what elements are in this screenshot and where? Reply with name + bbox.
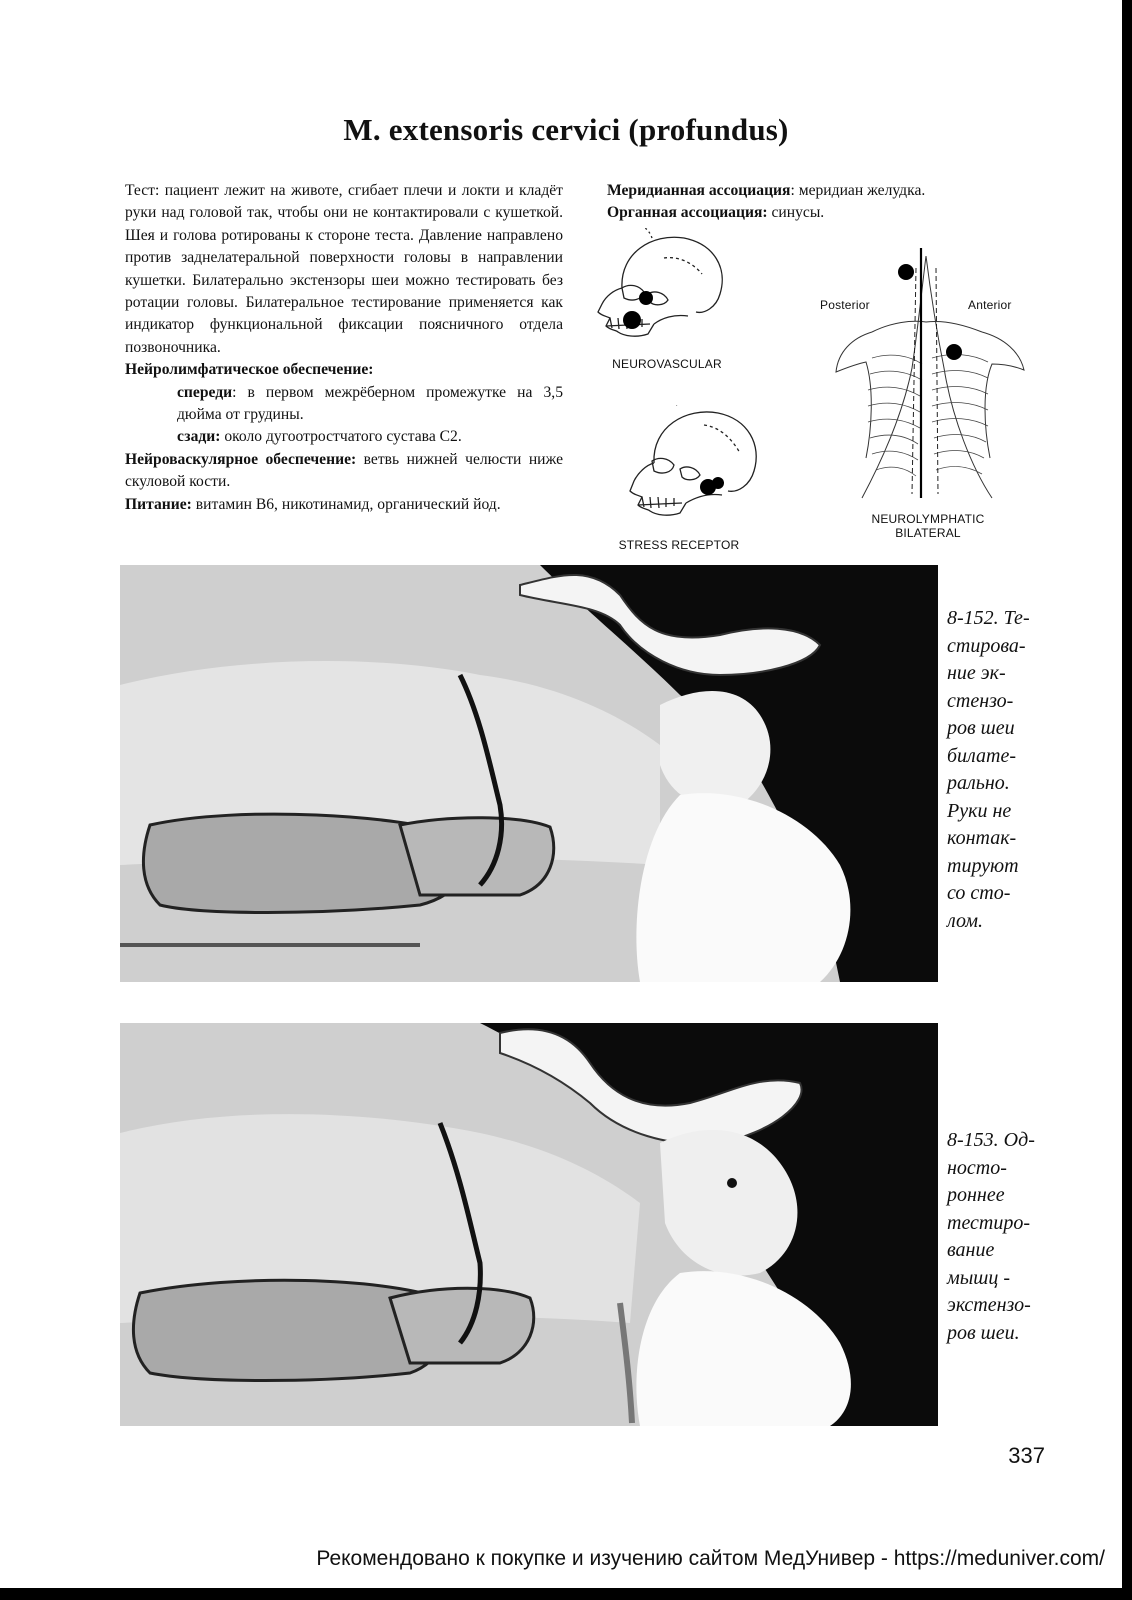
anterior-label: Anterior	[968, 298, 1012, 312]
neurolymphatic-front	[125, 382, 563, 427]
neurovascular-paragraph	[125, 449, 563, 494]
meridian-line: Меридианная ассоциация: меридиан желудка.	[607, 182, 926, 199]
association-block	[607, 180, 1027, 225]
neurovascular-text: ветвь нижней челюсти ниже скуловой кости.	[125, 450, 564, 491]
scan-edge-right	[1122, 0, 1132, 1600]
figure-8-153-photo	[120, 1023, 938, 1426]
neurolymphatic-heading: Нейролимфатическое обеспечение:	[125, 361, 374, 379]
neurovascular-point-icon	[623, 311, 641, 329]
neurovascular-point-icon	[639, 291, 653, 305]
front-text: : в первом межрёберном промежутке на 3,5 дюйма от грудины.	[177, 383, 563, 424]
figure-8-152-photo	[120, 565, 938, 982]
stress-receptor-skull-diagram	[624, 405, 764, 530]
page-number: 337	[1008, 1443, 1045, 1468]
page-title: M. extensoris cervici (profundus)	[343, 112, 789, 147]
nutrition-text: витамин В6, никотинамид, органический йод.	[191, 495, 501, 513]
scan-edge-bottom	[0, 1588, 1132, 1600]
nutrition-paragraph	[125, 494, 563, 516]
nutrition-label: Питание:	[125, 495, 192, 513]
back-text: около дугоотростчатого сустава С2.	[220, 428, 462, 446]
stress-receptor-point-icon	[712, 477, 724, 489]
back-label: сзади:	[177, 428, 221, 446]
figure-8-153-caption: 8-153. Од- носто- роннее тестиро- вание мышц - экстензо- ров шеи.	[947, 1129, 1035, 1344]
meridian-label: Меридианная ассоциация	[607, 182, 791, 199]
posterior-label: Posterior	[820, 298, 870, 312]
neurovascular-label: Нейроваскулярное обеспечение:	[125, 450, 357, 468]
neurolymphatic-posterior-point-icon	[898, 264, 914, 280]
neurolymphatic-torso-diagram	[832, 248, 1042, 506]
neurovascular-label: NEUROVASCULAR	[612, 357, 722, 371]
front-label: спереди	[177, 383, 233, 401]
neurolymphatic-back	[125, 426, 563, 448]
test-description-column	[125, 180, 563, 516]
stress-receptor-label: STRESS RECEPTOR	[618, 538, 740, 552]
neurolymphatic-anterior-point-icon	[946, 344, 962, 360]
neurovascular-skull-diagram	[592, 228, 732, 350]
footer-recommendation: Рекомендовано к покупке и изучению сайтом МедУнивер - https://meduniver.com/	[316, 1547, 1105, 1570]
organ-label: Органная ассоциация:	[607, 204, 768, 222]
figure-8-152-caption: 8-152. Те- стирова- ние эк- стензо- ров шеи билате- рально. Руки не контак- тируют со сто- лом.	[947, 607, 1030, 932]
test-paragraph: Тест: пациент лежит на животе, сгибает плечи и локти и кладёт руки над головой так, чтобы они не контактировали с кушеткой. Шея и голова ротированы к стороне теста. Давление направлено против заднелатеральной поверхности головы в направлении кушетки. Билатерально экстензоры шеи можно тестировать без ротации головы. Билатеральное тестирование применяется как индикатор функциональной фиксации поясничного отдела позвоночника.	[125, 182, 563, 356]
neurolymphatic-label: NEUROLYMPHATIC BILATERAL	[871, 512, 985, 540]
organ-line: Органная ассоциация: синусы.	[607, 204, 825, 222]
